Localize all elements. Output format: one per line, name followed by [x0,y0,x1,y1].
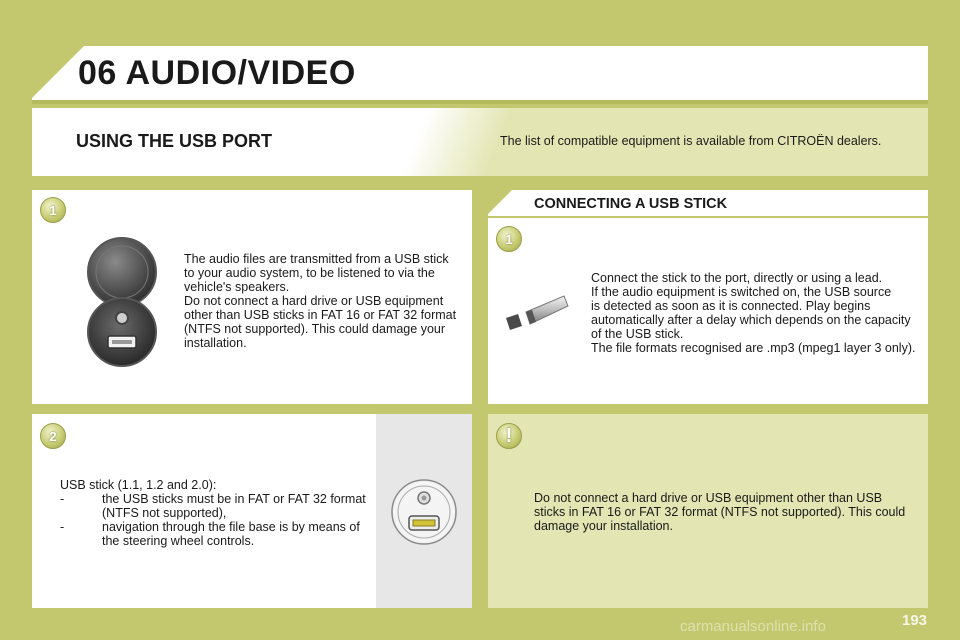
usb-socket-icon [390,478,458,546]
usb-stick-icon [504,292,570,332]
step-badge-2: 2 [40,423,66,449]
usb-port-cover-icon [84,236,160,368]
section-title: USING THE USB PORT [76,131,273,151]
text-line: installation. [184,336,247,350]
text-line: If the audio equipment is switched on, the USB source [591,285,892,299]
connecting-heading: CONNECTING A USB STICK [534,196,728,212]
compatibility-note: The list of compatible equipment is available from CITROËN dealers. [500,134,882,148]
text-line: Do not connect a hard drive or USB equipment [184,294,444,308]
text-line: damage your installation. [534,519,673,533]
page-number: 193 [902,612,928,629]
warning-icon: ! [496,423,522,449]
step-badge-1: 1 [40,197,66,223]
usb-port-description [184,252,464,350]
text-line: The audio files are transmitted from a USB stick [184,252,449,266]
connecting-instructions [591,271,923,355]
warning-text [534,491,914,533]
text-line: sticks in FAT 16 or FAT 32 format (NTFS not supported). This could [534,505,906,519]
step-badge-1: 1 [496,226,522,252]
usb-stick-requirements [60,478,370,548]
header-divider [32,100,928,104]
text-line: Do not connect a hard drive or USB equipment other than USB [534,491,883,505]
text-line: of the USB stick. [591,327,684,341]
text-line: to your audio system, to be listened to via the [184,266,435,280]
text-line: automatically after a delay which depends on the capacity [591,313,911,327]
page-title: 06 AUDIO/VIDEO [78,54,356,92]
list-item: - the USB sticks must be in FAT or FAT 32 format (NTFS not supported), [60,492,370,520]
text-line: The file formats recognised are .mp3 (mpeg1 layer 3 only). [591,341,916,355]
list-item: - navigation through the file base is by means of the steering wheel controls. [60,520,370,548]
text-line: Connect the stick to the port, directly or using a lead. [591,271,883,285]
text-line: other than USB sticks in FAT 16 or FAT 32 format [184,308,457,322]
text-line: is detected as soon as it is connected. Play begins [591,299,871,313]
text-line: (NTFS not supported). This could damage your [184,322,446,336]
watermark: carmanualsonline.info [680,618,826,635]
text-line: vehicle's speakers. [184,280,290,294]
requirements-intro: USB stick (1.1, 1.2 and 2.0): [60,478,217,492]
